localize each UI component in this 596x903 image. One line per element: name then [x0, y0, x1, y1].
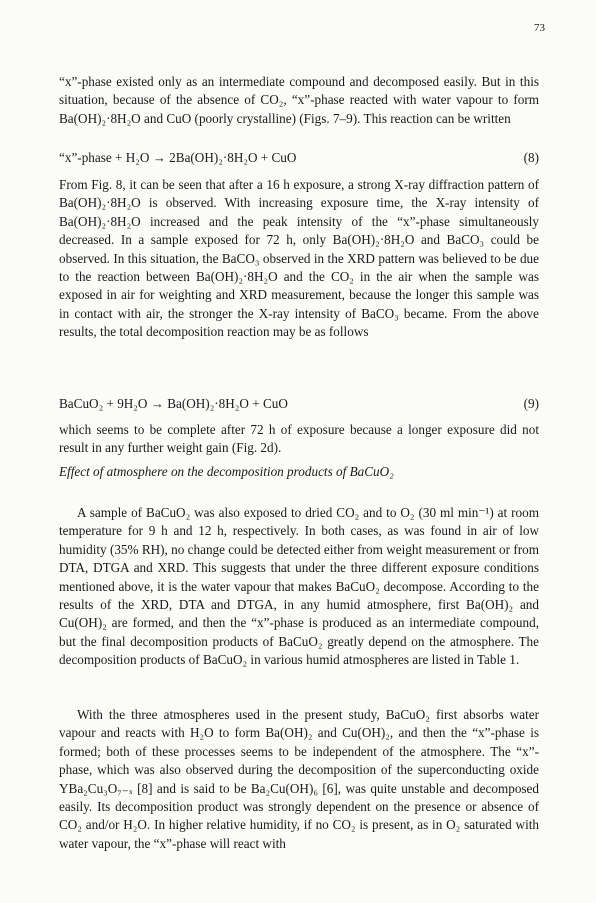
paragraph-1: “x”-phase existed only as an intermediate compound and decomposed easily. But in this situation, because of the absence of CO₂, “x”-phase reacted with water vapour to form Ba(OH)₂·8H₂O and CuO (poorly crystalline) (Figs. 7–9). This reaction can be written	[59, 74, 539, 126]
section-heading: Effect of atmosphere on the decomposition products of BaCuO₂	[59, 464, 394, 479]
equation-8-number: (8)	[523, 150, 539, 165]
equation-9-text: BaCuO₂ + 9H₂O → Ba(OH)₂·8H₂O + CuO	[59, 396, 288, 411]
paragraph-4: A sample of BaCuO₂ was also exposed to dried CO₂ and to O₂ (30 ml min⁻¹) at room temperature for 9 h and 12 h, respectively. In both cases, as was found in air of low humidity (35% RH), no change could be detected either from weight measurement or from DTA, DTGA and XRD. This suggests that under the three different exposure conditions mentioned above, it is the water vapour that makes BaCuO₂ decompose. According to the results of the XRD, DTA and DTGA, in any humid atmosphere, first Ba(OH)₂ and Cu(OH)₂ are formed, and then the “x”-phase is produced as an intermediate compound, but the final decomposition products of BaCuO₂ greatly depend on the atmosphere. The decomposition products of BaCuO₂ in various humid atmospheres are listed in Table 1.	[59, 505, 539, 668]
page-number: 73	[534, 22, 545, 34]
equation-8-text: “x”-phase + H₂O → 2Ba(OH)₂·8H₂O + CuO	[59, 150, 297, 165]
equation-8	[59, 149, 539, 167]
paragraph-2: From Fig. 8, it can be seen that after a 16 h exposure, a strong X-ray diffraction pattern of Ba(OH)₂·8H₂O is observed. With increasing exposure time, the X-ray intensity of Ba(OH)₂·8H₂O increased and the peak intensity of the “x”-phase simultaneously decreased. In a sample exposed for 72 h, only Ba(OH)₂·8H₂O and BaCO₃ could be observed. In this situation, the BaCO₃ observed in the XRD pattern was believed to be due to the reaction between Ba(OH)₂·8H₂O and the CO₂ in the air when the sample was exposed in air for weighting and XRD measurement, because the longer this sample was in contact with air, the stronger the X-ray intensity of BaCO₃ became. From the above results, the total decomposition reaction may be as follows	[59, 177, 539, 340]
equation-9-number: (9)	[523, 396, 539, 411]
equation-9	[59, 395, 539, 413]
paragraph-5: With the three atmospheres used in the present study, BaCuO₂ first absorbs water vapour and reacts with H₂O to form Ba(OH)₂ and Cu(OH)₂, and then the “x”-phase is formed; both of these processes seems to be independent of the atmosphere. The “x”-phase, which was also observed during the decomposition of the superconducting oxide YBa₂Cu₃O₇₋ₓ [8] and is said to be Ba₂Cu(OH)₆ [6], was quite unstable and decomposed easily. Its decomposition product was strongly dependent on the presence or absence of CO₂ and/or H₂O. In higher relative humidity, if no CO₂ is present, as in O₂ saturated with water vapour, the “x”-phase will react with	[59, 707, 539, 851]
paragraph-3: which seems to be complete after 72 h of exposure because a longer exposure did not result in any further weight gain (Fig. 2d).	[59, 422, 539, 456]
